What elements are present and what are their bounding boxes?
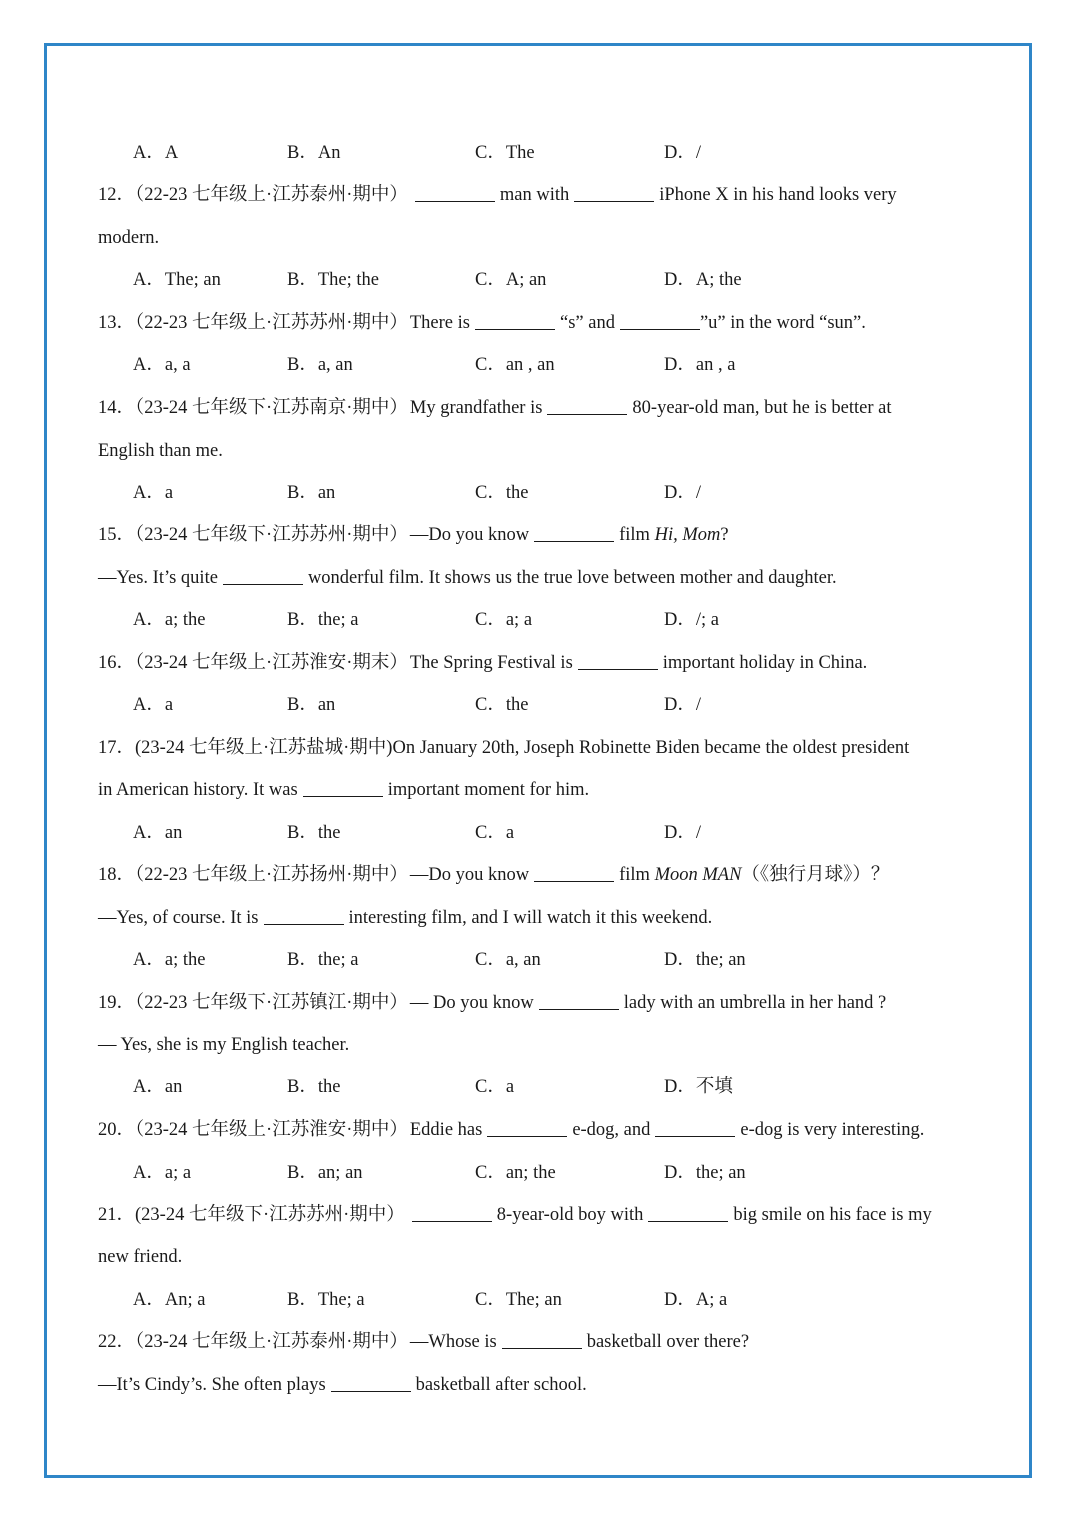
question-text: important holiday in China. bbox=[662, 653, 868, 673]
answer-blank[interactable] bbox=[223, 566, 303, 585]
question-18 bbox=[98, 862, 984, 888]
answer-blank[interactable] bbox=[534, 523, 614, 542]
question-text: e-dog, and bbox=[572, 1120, 651, 1140]
question-text: lady with an umbrella in her hand ? bbox=[623, 993, 887, 1013]
option-d[interactable]: D．/ bbox=[664, 483, 702, 503]
question-number: 20． bbox=[98, 1120, 136, 1140]
option-d[interactable]: D．/ bbox=[664, 823, 702, 843]
question-14-cont bbox=[98, 438, 984, 464]
option-a[interactable]: A．a bbox=[133, 695, 174, 715]
question-text: ? bbox=[720, 525, 729, 545]
answer-blank[interactable] bbox=[487, 1118, 567, 1137]
question-number: 13． bbox=[98, 313, 136, 333]
question-17 bbox=[98, 735, 984, 761]
question-source: (23-24 七年级下·江苏苏州·期中） bbox=[135, 1205, 405, 1225]
option-d[interactable]: D．不填 bbox=[664, 1077, 733, 1097]
question-15 bbox=[98, 522, 984, 548]
option-a[interactable]: A．a; the bbox=[133, 610, 206, 630]
question-text: in American history. It was bbox=[98, 780, 298, 800]
question-20 bbox=[98, 1117, 984, 1143]
question-text: —Do you know bbox=[409, 865, 530, 885]
question-text: —It’s Cindy’s. She often plays bbox=[98, 1375, 326, 1395]
answer-blank[interactable] bbox=[539, 991, 619, 1010]
question-text: modern. bbox=[98, 228, 160, 248]
question-source: （22-23 七年级上·江苏扬州·期中） bbox=[135, 865, 408, 885]
question-text: 8-year-old boy with bbox=[496, 1205, 644, 1225]
option-d[interactable]: D．/ bbox=[664, 695, 702, 715]
option-b[interactable]: B．an bbox=[287, 695, 336, 715]
question-16 bbox=[98, 650, 984, 676]
option-d[interactable]: D．A; a bbox=[664, 1290, 728, 1310]
option-d[interactable]: D．/ bbox=[664, 143, 702, 163]
question-number: 18． bbox=[98, 865, 136, 885]
question-text: — Yes, she is my English teacher. bbox=[98, 1035, 350, 1055]
question-22-cont bbox=[98, 1372, 984, 1398]
question-text: big smile on his face is my bbox=[733, 1205, 932, 1225]
option-a[interactable]: A．a; the bbox=[133, 950, 206, 970]
question-text: wonderful film. It shows us the true love between mother and daughter. bbox=[307, 568, 837, 588]
option-c[interactable]: C．The bbox=[475, 143, 535, 163]
option-b[interactable]: B．the; a bbox=[287, 950, 359, 970]
option-c[interactable]: C．A; an bbox=[475, 270, 547, 290]
option-b[interactable]: B．The; the bbox=[287, 270, 379, 290]
question-text: English than me. bbox=[98, 441, 223, 461]
option-b[interactable]: B．the; a bbox=[287, 610, 359, 630]
question-12 bbox=[98, 182, 984, 208]
question-source: （23-24 七年级下·江苏南京·期中） bbox=[135, 398, 408, 418]
question-text: There is bbox=[409, 313, 470, 333]
question-number: 14． bbox=[98, 398, 136, 418]
option-b[interactable]: B．a, an bbox=[287, 355, 353, 375]
question-text: The Spring Festival is bbox=[409, 653, 573, 673]
answer-blank[interactable] bbox=[578, 651, 658, 670]
question-source: （23-24 七年级下·江苏苏州·期中） bbox=[135, 525, 408, 545]
answer-blank[interactable] bbox=[620, 311, 700, 330]
option-c[interactable]: C．the bbox=[475, 483, 529, 503]
option-a[interactable]: A．a, a bbox=[133, 355, 191, 375]
question-source: （23-24 七年级上·江苏淮安·期末） bbox=[135, 653, 408, 673]
question-21-cont bbox=[98, 1244, 984, 1270]
option-b[interactable]: B．An bbox=[287, 143, 341, 163]
option-d[interactable]: D．A; the bbox=[664, 270, 742, 290]
question-number: 12． bbox=[98, 185, 136, 205]
question-source: （22-23 七年级上·江苏苏州·期中） bbox=[135, 313, 408, 333]
answer-blank[interactable] bbox=[412, 1203, 492, 1222]
question-text: iPhone X in his hand looks very bbox=[659, 185, 897, 205]
question-source: （22-23 七年级下·江苏镇江·期中） bbox=[135, 993, 408, 1013]
option-b[interactable]: B．an; an bbox=[287, 1163, 363, 1183]
question-19 bbox=[98, 990, 984, 1016]
question-source: （23-24 七年级上·江苏泰州·期中） bbox=[135, 1332, 408, 1352]
option-c[interactable]: C．a bbox=[475, 823, 515, 843]
question-text: 80-year-old man, but he is better at bbox=[632, 398, 892, 418]
answer-blank[interactable] bbox=[547, 396, 627, 415]
option-a[interactable]: A．an bbox=[133, 1077, 183, 1097]
option-c[interactable]: C．the bbox=[475, 695, 529, 715]
option-b[interactable]: B．the bbox=[287, 1077, 341, 1097]
answer-blank[interactable] bbox=[648, 1203, 728, 1222]
question-text: —Whose is bbox=[409, 1332, 497, 1352]
option-a[interactable]: A．a; a bbox=[133, 1163, 192, 1183]
question-text: On January 20th, Joseph Robinette Biden became the oldest president bbox=[392, 738, 910, 758]
option-d[interactable]: D．an , a bbox=[664, 355, 736, 375]
question-22 bbox=[98, 1329, 984, 1355]
answer-blank[interactable] bbox=[574, 183, 654, 202]
question-text: important moment for him. bbox=[387, 780, 590, 800]
option-c[interactable]: C．a bbox=[475, 1077, 515, 1097]
question-14 bbox=[98, 395, 984, 421]
option-c[interactable]: C．a; a bbox=[475, 610, 533, 630]
question-text: basketball over there? bbox=[586, 1332, 750, 1352]
question-text: —Yes. It’s quite bbox=[98, 568, 218, 588]
answer-blank[interactable] bbox=[534, 863, 614, 882]
answer-blank[interactable] bbox=[475, 311, 555, 330]
question-source: （23-24 七年级上·江苏淮安·期中） bbox=[135, 1120, 408, 1140]
option-b[interactable]: B．The; a bbox=[287, 1290, 365, 1310]
option-b[interactable]: B．an bbox=[287, 483, 336, 503]
question-text: My grandfather is bbox=[409, 398, 543, 418]
question-13 bbox=[98, 310, 984, 336]
question-12-cont bbox=[98, 225, 984, 251]
question-text: film bbox=[619, 525, 650, 545]
answer-blank[interactable] bbox=[264, 906, 344, 925]
question-21 bbox=[98, 1202, 984, 1228]
question-number: 19． bbox=[98, 993, 136, 1013]
question-text: ”u” in the word “sun”. bbox=[699, 313, 866, 333]
question-number: 15． bbox=[98, 525, 136, 545]
option-c[interactable]: C．The; an bbox=[475, 1290, 562, 1310]
question-19-cont bbox=[98, 1032, 984, 1058]
question-18-cont bbox=[98, 905, 984, 931]
option-d[interactable]: D．the; an bbox=[664, 950, 746, 970]
option-a[interactable]: A．an bbox=[133, 823, 183, 843]
question-source: (23-24 七年级上·江苏盐城·期中) bbox=[135, 738, 393, 758]
question-text: —Yes, of course. It is bbox=[98, 908, 259, 928]
question-number: 17． bbox=[98, 738, 136, 758]
film-title: Hi, Mom bbox=[654, 525, 721, 545]
question-text: “s” and bbox=[559, 313, 615, 333]
option-a[interactable]: A．The; an bbox=[133, 270, 221, 290]
option-a[interactable]: A．An; a bbox=[133, 1290, 206, 1310]
film-title: Moon MAN bbox=[654, 865, 742, 885]
question-text: —Do you know bbox=[409, 525, 530, 545]
question-number: 21． bbox=[98, 1205, 136, 1225]
option-c[interactable]: C．an , an bbox=[475, 355, 555, 375]
question-number: 16． bbox=[98, 653, 136, 673]
question-text: interesting film, and I will watch it this weekend. bbox=[348, 908, 713, 928]
question-15-cont bbox=[98, 565, 984, 591]
answer-blank[interactable] bbox=[415, 183, 495, 202]
question-number: 22． bbox=[98, 1332, 136, 1352]
option-d[interactable]: D．the; an bbox=[664, 1163, 746, 1183]
option-d[interactable]: D．/; a bbox=[664, 610, 719, 630]
question-text: （《独行月球》）？ bbox=[741, 865, 890, 885]
question-text: man with bbox=[499, 185, 570, 205]
question-text: Eddie has bbox=[409, 1120, 483, 1140]
answer-blank[interactable] bbox=[655, 1118, 735, 1137]
question-text: e-dog is very interesting. bbox=[740, 1120, 925, 1140]
answer-blank[interactable] bbox=[502, 1330, 582, 1349]
answer-blank[interactable] bbox=[331, 1373, 411, 1392]
option-c[interactable]: C．an; the bbox=[475, 1163, 556, 1183]
question-text: film bbox=[619, 865, 650, 885]
question-source: （22-23 七年级上·江苏泰州·期中） bbox=[135, 185, 408, 205]
question-17-cont bbox=[98, 777, 984, 803]
question-text: basketball after school. bbox=[415, 1375, 587, 1395]
option-a[interactable]: A．a bbox=[133, 483, 174, 503]
option-c[interactable]: C．a, an bbox=[475, 950, 541, 970]
option-b[interactable]: B．the bbox=[287, 823, 341, 843]
answer-blank[interactable] bbox=[303, 778, 383, 797]
question-text: new friend. bbox=[98, 1247, 183, 1267]
option-a[interactable]: A．A bbox=[133, 143, 179, 163]
question-text: — Do you know bbox=[409, 993, 534, 1013]
